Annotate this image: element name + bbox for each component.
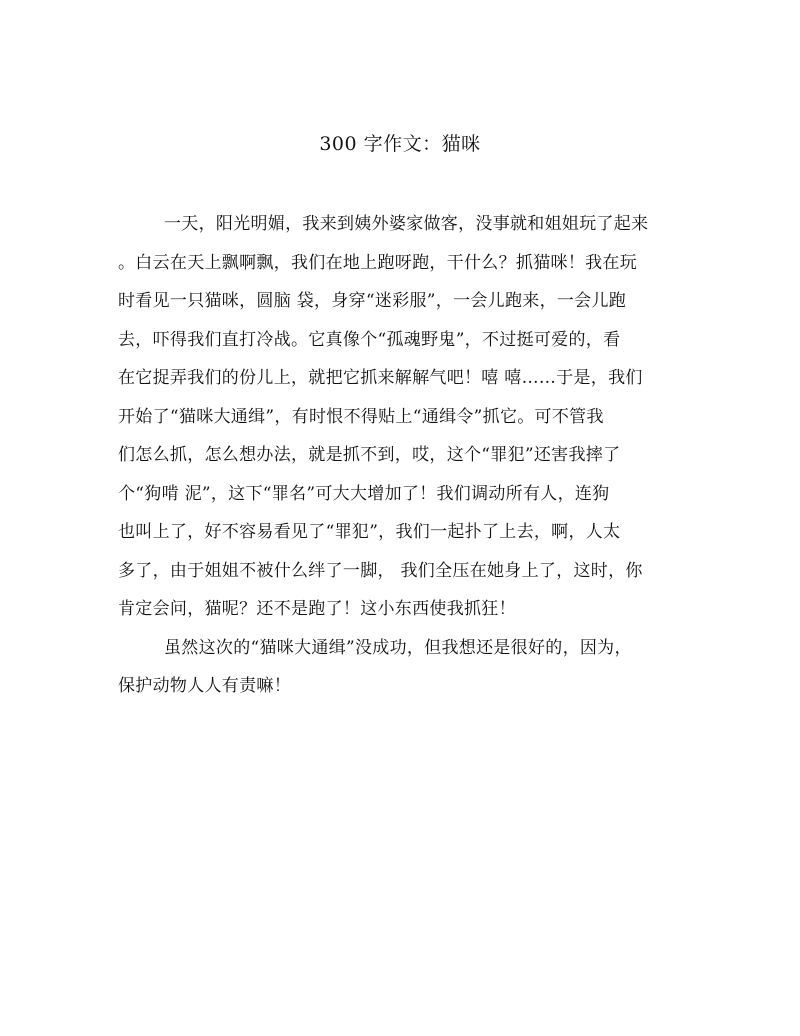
essay-line: 们怎么抓，怎么想办法，就是抓不到，哎，这个“罪犯”还害我摔了 — [118, 445, 621, 465]
essay-body — [118, 205, 674, 706]
essay-line: 。白云在天上飘啊飘，我们在地上跑呀跑，干什么？抓猫咪！我在玩 — [118, 252, 637, 273]
essay-line: 保护动物人人有责嘛！ — [118, 676, 291, 696]
essay-line: 肯定会问，猫呢？还不是跑了！这小东西使我抓狂！ — [118, 599, 516, 619]
essay-line: 在它捉弄我们的份儿上，就把它抓来解解气吧！嘻 嘻……于是，我们 — [118, 368, 643, 388]
essay-line: 也叫上了，好不容易看见了“罪犯”，我们一起扑了上去，啊，人太 — [118, 522, 621, 542]
essay-line-paragraph1-start: 一天，阳光明媚，我来到姨外婆家做客，没事就和姐姐玩了起来 — [164, 214, 649, 234]
essay-line-paragraph2-start: 虽然这次的“猫咪大通缉”没成功，但我想还是很好的，因为， — [164, 637, 632, 658]
essay-title: 300 字作文：猫咪 — [319, 133, 481, 155]
essay-line: 多了，由于姐姐不被什么绊了一脚， 我们全压在她身上了，这时，你 — [118, 560, 643, 581]
essay-line: 开始了“猫咪大通缉”，有时恨不得贴上“通缉令”抓它。可不管我 — [118, 406, 604, 427]
essay-line: 去，吓得我们直打冷战。它真像个“孤魂野鬼”，不过挺可爱的，看 — [118, 329, 621, 350]
essay-line: 时看见一只猫咪，圆脑 袋，身穿“迷彩服”，一会儿跑来，一会儿跑 — [118, 291, 627, 311]
essay-line: 个“狗啃 泥”，这下“罪名”可大大增加了！我们调动所有人，连狗 — [118, 483, 610, 504]
